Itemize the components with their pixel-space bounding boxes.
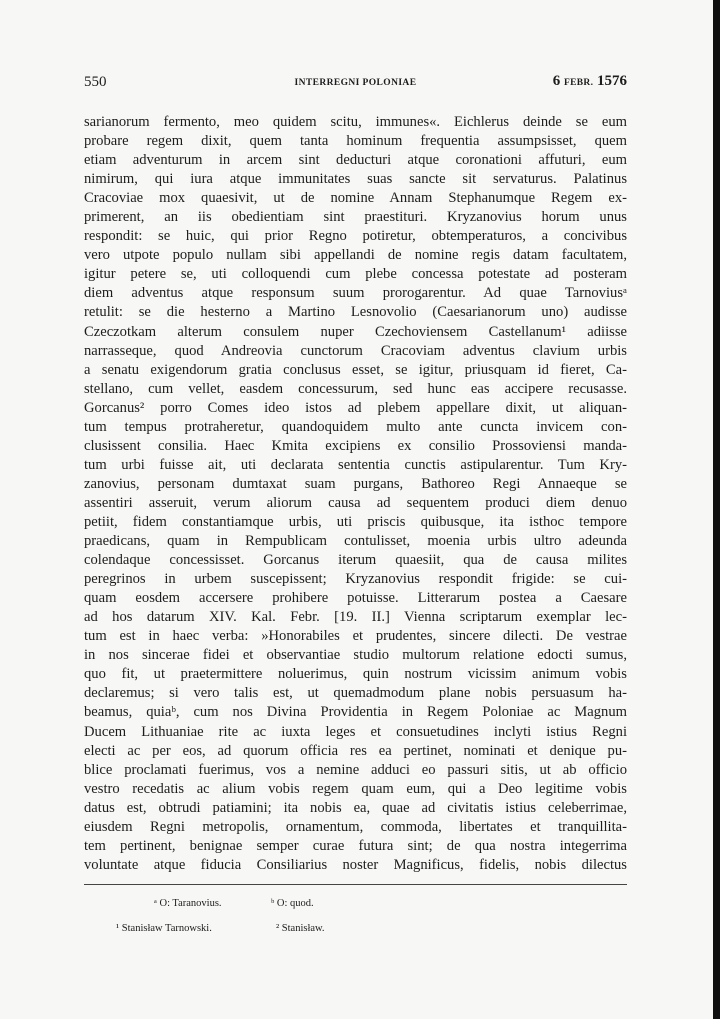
text-line: declaremus; si vero talis est, ut quemadmodum plane nobis persuasum ha-: [84, 685, 627, 702]
text-line: sarianorum fermento, meo quidem scitu, immunes«. Eichlerus deinde se eum: [84, 114, 627, 130]
text-line: retulit: se die hesterno a Martino Lesnovolio (Caesarianorum uno) audisse: [84, 304, 627, 321]
footnote-b: ᵇ O: quod.: [271, 897, 314, 909]
text-line: in nos sincerae fidei et observantiae studio multorum relatione edocti sumus,: [84, 647, 627, 664]
text-line: diem adventus atque responsum suum prorogarentur. Ad quae Tarnoviusᵃ: [84, 285, 627, 302]
document-page: [84, 70, 627, 935]
text-line: respondit: se huic, qui prior Regno potiretur, obtemperaturos, a concivibus: [84, 228, 627, 245]
text-line: Gorcanus² porro Comes ideo istos ad plebem appellare dixit, ut aliquan-: [84, 399, 627, 416]
footnote-1: ¹ Stanisław Tarnowski.: [116, 922, 212, 934]
text-line: tum urbi fuisse ait, uti declarata sententia cunctis astipularentur. Tum Kry-: [84, 456, 627, 473]
text-line: ad hos datarum XIV. Kal. Febr. [19. II.] Vienna scriptarum exemplar lec-: [84, 609, 627, 626]
text-line: vestro recedatis ac alium vobis regem quam eum, qui a Deo legitime vobis: [84, 780, 627, 797]
text-line: narrasseque, quod Andreovia cunctorum Cracoviam adventus clavium urbis: [84, 342, 627, 359]
text-line: quo fit, ut praetermittere noluerimus, quin nostrum vicissim animum vobis: [84, 666, 627, 683]
text-line: stellano, cum vellet, easdem concessurum, sed hunc eas accipere recusasse.: [84, 380, 627, 397]
text-line: colendaque concessisset. Gorcanus iterum quaesiit, qua de causa milites: [84, 552, 627, 569]
text-line: primerent, an iis obedientiam sint praestituri. Kryzanovius horum unus: [84, 209, 627, 226]
text-line: peregrinos in urbem suscepissent; Kryzanovius respondit frigide: se cui-: [84, 571, 627, 588]
text-line: datus est, obtrudi patiamini; ita nobis ea, quae ad civitatis istius celeberrimae,: [84, 799, 627, 816]
text-line: tum est in haec verba: »Honorabiles et prudentes, sincere dilecti. De vestrae: [84, 628, 627, 645]
footnotes: [84, 885, 627, 935]
text-line: probare regem dixit, quem tanta hominum frequentia assumpsisset, quem: [84, 133, 627, 150]
running-header: [84, 70, 627, 100]
text-line: blice proclamati fuerimus, vos a nemine adduci eo passuri sitis, ut ab officio: [84, 761, 627, 778]
text-line: Cracoviae mox quaesivit, ut de nomine Annam Stephanumque Regem ex-: [84, 190, 627, 207]
text-line: nimirum, qui iura atque immunitates suas sancte sit servaturus. Palatinus: [84, 171, 627, 188]
text-line: igitur petere se, uti colloquendi cum plebe concessa potestate ad posteram: [84, 266, 627, 283]
date-month: FEBR.: [564, 78, 594, 88]
text-line: vero utpote populo nullam sibi appellandi de nomine regis datam facultatem,: [84, 247, 627, 264]
text-line: clusissent consilia. Haec Kmita excipiens ex consilio Prossoviensi manda-: [84, 437, 627, 454]
text-line: Czeczotkam alterum consulem nuper Czechoviensem Castellanum¹ adiisse: [84, 323, 627, 340]
footnote-a: ᵃ O: Taranovius.: [154, 897, 222, 909]
text-line: petiit, fidem constantiamque urbis, uti priscis quibusque, ita isthoc tempore: [84, 513, 627, 530]
date-day: 6: [552, 73, 561, 89]
text-line: Ducem Lithuaniae rite ac iuxta leges et consuetudines inclyti istius Regni: [84, 723, 627, 740]
text-line: zanovius, personam dumtaxat suam purgans, Bathoreo Regi Annaeque se: [84, 475, 627, 492]
text-line: eiusdem Regni metropolis, ornamentum, commoda, libertates et tranquillita-: [84, 818, 627, 835]
text-line: etiam adventurum in arcem sint deducturi atque coronationi affuturi, eum: [84, 152, 627, 169]
page-number: 550: [84, 74, 107, 90]
header-date: [553, 73, 627, 90]
text-line: assentiri asseruit, verum aliorum causa ad sequentem produci diem denuo: [84, 494, 627, 511]
date-year: 1576: [597, 73, 627, 89]
text-line: tum tempus protraheretur, quandoquidem multo ante cuncta invicem con-: [84, 418, 627, 435]
body-text: [84, 113, 627, 875]
text-line: beamus, quiaᵇ, cum nos Divina Providentia in Regem Poloniae ac Magnum: [84, 704, 627, 721]
text-line: electi ac per eos, ad quorum officia res ea pertinet, nominati et denique pu-: [84, 742, 627, 759]
text-line: voluntate atque fiducia Consiliarius noster Magnificus, fidelis, nobis dilectus: [84, 856, 627, 873]
running-title: INTERREGNI POLONIAE: [294, 78, 417, 88]
text-line: a senatu exigendorum gratia conclusus esset, se igitur, priusquam id fieret, Ca-: [84, 361, 627, 378]
scan-edge: [713, 0, 720, 1019]
text-line: quam eosdem accersere prohibere potuisse. Litterarum postea a Caesare: [84, 590, 627, 607]
text-line: praedicans, quam in Rempublicam contulisset, moenia urbis ultro adeunda: [84, 533, 627, 550]
text-line: tem pertinent, benignae semper curae futura sint; de qua nostra integerrima: [84, 837, 627, 854]
footnote-2: ² Stanisław.: [276, 922, 325, 934]
